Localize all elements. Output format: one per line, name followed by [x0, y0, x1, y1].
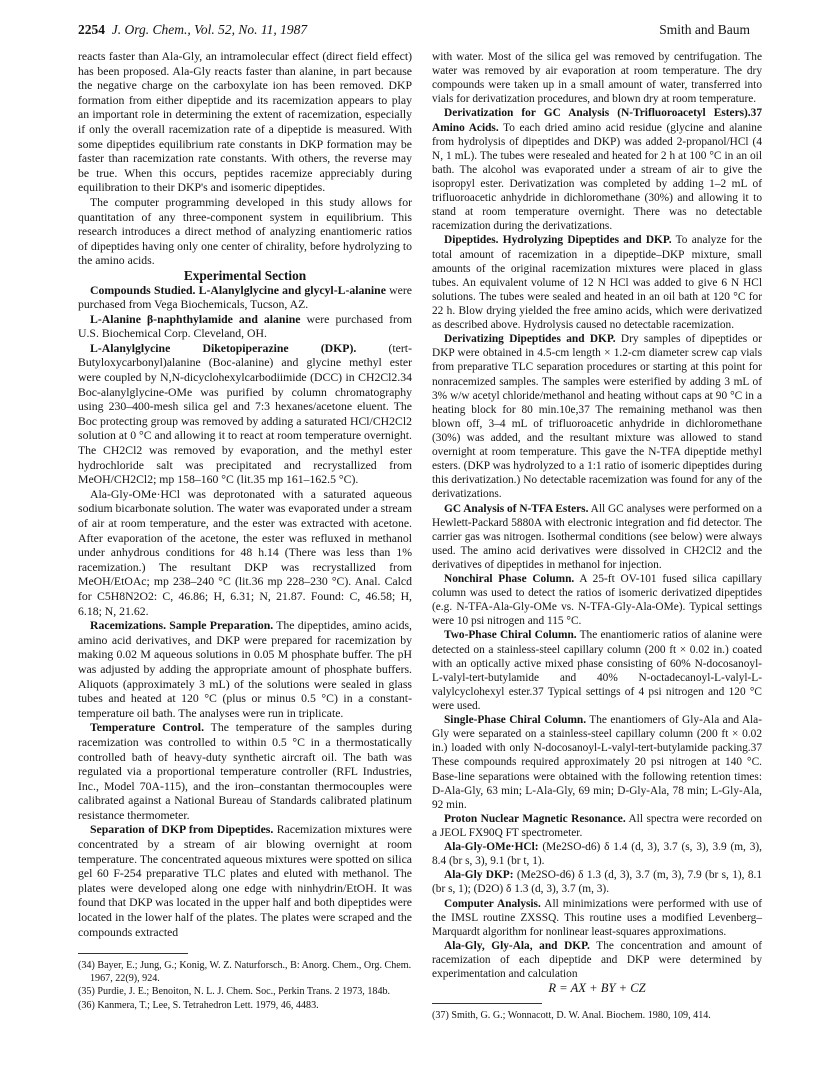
paragraph-run-in-heading: Derivatization for GC Analysis (N-Trifluoroacetyl Esters).37 Amino Acids.	[432, 107, 762, 134]
paragraph-run-in-heading: Racemizations. Sample Preparation.	[90, 619, 274, 633]
experimental-paragraph: L-Alanylglycine Diketopiperazine (DKP). (tert-Butyloxycarbonyl)alanine (Boc-alanine) and glycine methyl ester were coupled by N,N-dicyclohexylcarbodiimide (DCC) in CH2Cl2.34 Boc-alanylglycine-OMe was purified by column chromatography using 230–400-mesh silica gel and 7:3 hexanes/acetone eluent. The Boc protecting group was removed by adding a saturated HCl/CH2Cl2 solution at 0 °C and allowing it to react at room temperature overnight. The CH2Cl2 was removed by evaporation, and the methyl ester hydrochloride salt was precipitated and recrystallized from MeOH/CH2Cl2; mp 158–160 °C (lit.35 mp 161–162.5 °C).	[78, 341, 412, 487]
right-column	[432, 50, 762, 995]
paragraph-run-in-heading: Compounds Studied. L-Alanylglycine and glycyl-L-alanine	[90, 283, 386, 297]
footnote: (35) Purdie, J. E.; Benoiton, N. L. J. Chem. Soc., Perkin Trans. 2 1973, 184b.	[78, 986, 391, 998]
right-footnotes	[432, 1003, 762, 1024]
paragraph-run-in-heading: Two-Phase Chiral Column.	[444, 629, 577, 642]
experimental-paragraph: Separation of DKP from Dipeptides. Racemization mixtures were concentrated by a stream of air blowing overnight at room temperature. The concentrated aqueous mixtures were spotted on silica gel 60 F-254 preparative TLC plates and eluted with methanol. The plates were developed along one edge with ninhydrin/EtOH. It was found that DKP was located in the upper half and both dipeptides were located in the lower half of the plates. The plates were scraped and the compounds extracted	[78, 823, 412, 939]
footnote-rule	[432, 1003, 542, 1004]
paragraph-run-in-heading: GC Analysis of N-TFA Esters.	[444, 502, 589, 515]
body-paragraph: GC Analysis of N-TFA Esters. All GC analyses were performed on a Hewlett-Packard 5880A with electronic integration and fid detector. The carrier gas was nitrogen. Isothermal conditions (see below) were always used. The amino acid derivatives were dissolved in CH2Cl2 and the derivatives of dipeptides in methanol for injection.	[432, 502, 763, 571]
body-paragraph: Nonchiral Phase Column. A 25-ft OV-101 fused silica capillary column was used to detect the ratios of isomeric derivatized dipeptides (e.g. N-TFA-Ala-Gly-OMe vs. N-TFA-Gly-Ala-OMe). Typical settings were 10 psi nitrogen and 115 °C.	[432, 573, 762, 628]
journal-citation: J. Org. Chem., Vol. 52, No. 11, 1987	[111, 22, 308, 37]
experimental-paragraph: Compounds Studied. L-Alanylglycine and glycyl-L-alanine were purchased from Vega Biochemicals, Tucson, AZ.	[78, 283, 412, 312]
paragraph-run-in-heading: Ala-Gly, Gly-Ala, and DKP.	[444, 939, 590, 952]
paragraph-run-in-heading: Proton Nuclear Magnetic Resonance.	[444, 812, 626, 825]
running-header-authors: Smith and Baum	[659, 22, 750, 37]
paragraph-run-in-heading: Temperature Control.	[90, 721, 205, 735]
page-number: 2254	[78, 22, 105, 37]
left-footnotes	[78, 953, 412, 1013]
body-paragraph: Proton Nuclear Magnetic Resonance. All spectra were recorded on a JEOL FX90Q FT spectrometer.	[432, 812, 762, 840]
body-paragraph: Two-Phase Chiral Column. The enantiomeric ratios of alanine were detected on a stainless-steel capillary column (200 ft × 0.02 in.) coated with an optically active mixed phase consisting of 60% N-docosanoyl-L-valyl-tert-butylamide and 40% N-octadecanoyl-L-valyl-L-valylcyclohexyl ester.37 Typical settings of 4 psi nitrogen and 120 °C were used.	[432, 629, 762, 713]
paragraph-run-in-heading: Computer Analysis.	[444, 897, 541, 910]
body-paragraph: The computer programming developed in this study allows for quantitation of any three-component system in equilibrium. This research introduces a direct method of analyzing enantiomeric ratios of dipeptides having only one center of chirality, before hydrolyzing to the amino acids.	[78, 195, 412, 268]
footnote: (37) Smith, G. G.; Wonnacott, D. W. Anal. Biochem. 1980, 109, 414.	[432, 1010, 711, 1021]
footnote-rule	[78, 953, 188, 954]
body-paragraph: with water. Most of the silica gel was removed by centrifugation. The water was removed by air evaporation at room temperature. The dry compounds were taken up in a small amount of water, transferred into vials for derivatization procedures, and blown dry at room temperature.	[432, 51, 762, 106]
paragraph-run-in-heading: L-Alanine β-naphthylamide and alanine	[90, 312, 301, 326]
experimental-paragraph: Temperature Control. The temperature of the samples during racemization was controlled to within 0.5 °C in a thermostatically controlled bath of heavy-duty synthetic aircraft oil. The bath was regulated via a proportional temperature controller (RFL Industries, Inc., Model 70A-115), and the iron–constantan thermocouples were calibrated against a National Bureau of Standards calibrated platinum resistance thermometer.	[78, 721, 412, 822]
paragraph-run-in-heading: Separation of DKP from Dipeptides.	[90, 823, 274, 837]
footnote: (34) Bayer, E.; Jung, G.; Konig, W. Z. Naturforsch., B: Anorg. Chem., Org. Chem. 1967, 22(9), 924.	[78, 960, 412, 984]
experimental-paragraph: Ala-Gly-OMe·HCl was deprotonated with a saturated aqueous sodium bicarbonate solution. The water was evaporated under a stream of air at room temperature, and the ester was extracted with acetone. After evaporation of the acetone, the ester was refluxed in methanol under anhydrous conditions for 48 h.14 (There was less than 1% racemization.) The resultant DKP was recrystallized from MeOH/EtOAc; mp 238–240 °C (lit.36 mp 228–230 °C). Anal. Calcd for C5H8N2O2: C, 46.86; H, 6.31; N, 21.87. Found: C, 46.58; H, 6.18; N, 21.62.	[78, 487, 412, 618]
body-paragraph: Ala-Gly DKP: (Me2SO-d6) δ 1.3 (d, 3), 3.7 (m, 3), 7.9 (br s, 1), 8.1 (br s, 1); (D2O) δ 1.3 (d, 3), 3.7 (m, 3).	[432, 869, 763, 896]
body-paragraph: Derivatizing Dipeptides and DKP. Dry samples of dipeptides or DKP were obtained in 4.5-cm length × 1.2-cm diameter screw cap vials from preparative TLC separation procedures or starting at this point for nonracemized samples. The samples were esterified by adding 3 mL of 3% w/w acetyl chloride/methanol and heating without caps at 90 °C in a heating block for 80 min.10e,37 The remaining methanol was then blown off, 3–4 mL of trifluoroacetic anhydride in dichloromethane (30%) was added, and the resultant mixture was allowed to stand overnight at room temperature. This gave the N-TFA dipeptide methyl esters. (DKP was hydrolyzed to a 1:1 ratio of isomeric dipeptides during this derivatization.) No detectable racemization was found for any of the derivatizations.	[432, 333, 762, 501]
section-heading: Experimental Section	[183, 267, 307, 283]
equation: R = AX + BY + CZ	[548, 981, 646, 996]
paragraph-run-in-heading: Ala-Gly DKP:	[444, 869, 514, 882]
experimental-paragraph: L-Alanine β-naphthylamide and alanine were purchased from U.S. Biochemical Corp. Cleveland, OH.	[78, 312, 412, 341]
experimental-paragraph: Racemizations. Sample Preparation. The dipeptides, amino acids, amino acid derivatives, and DKP were prepared for racemization by making 0.02 M aqueous solutions in 0.05 M phosphate buffer. The pH was adjusted by adding the appropriate amount of phosphate buffers. Aliquots (approximately 3 mL) of the solutions were sealed in glass tubes and heated at 120 °C (plus or minus 0.5 °C) in a constant-temperature oil bath. The analyses were run in triplicate.	[78, 619, 412, 720]
paragraph-run-in-heading: Ala-Gly-OMe·HCl:	[444, 841, 539, 854]
body-paragraph: Dipeptides. Hydrolyzing Dipeptides and DKP. To analyze for the total amount of racemization in a dipeptide–DKP mixture, small amounts of the original racemization mixtures were placed in glass tubes. An equivalent volume of 12 N HCl was added to give 6 N HCl solutions. The tubes were sealed and heated in an oil bath at 120 °C for 22 h. Blow drying yielded the free amino acids, which were derivatized as described above. Hydrolysis caused no detectable racemization.	[432, 234, 763, 332]
body-paragraph: Derivatization for GC Analysis (N-Trifluoroacetyl Esters).37 Amino Acids. To each dried amino acid residue (glycine and alanine from hydrolysis of dipeptides and DKP) was added 2-propanol/HCl (4 N, 1 mL). The tubes were resealed and heated for 2 h at 100 °C in an oil bath. The alcohol was evaporated under a stream of air to give the isopropyl ester. Derivatization was completed by adding 1–2 mL of trifluoroacetic anhydride in dichloromethane (30%) and allowing it to stand at room temperature overnight. There was no detectable racemization during the derivatizations.	[432, 107, 763, 233]
left-column	[78, 50, 412, 940]
body-paragraph: Computer Analysis. All minimizations were performed with use of the IMSL routine ZXSSQ. This routine uses a modified Levenberg–Marquardt algorithm for nonlinear least-squares approximations.	[432, 897, 762, 938]
paragraph-run-in-heading: L-Alanylglycine Diketopiperazine (DKP).	[90, 341, 357, 355]
paragraph-run-in-heading: Derivatizing Dipeptides and DKP.	[444, 333, 616, 346]
paragraph-run-in-heading: Single-Phase Chiral Column.	[444, 714, 587, 727]
paragraph-run-in-heading: Nonchiral Phase Column.	[444, 573, 575, 586]
footnote: (36) Kanmera, T.; Lee, S. Tetrahedron Lett. 1979, 46, 4483.	[78, 999, 319, 1011]
running-header-left	[78, 22, 307, 38]
body-paragraph: Single-Phase Chiral Column. The enantiomers of Gly-Ala and Ala-Gly were separated on a stainless-steel capillary column (200 ft × 0.02 in.) loaded with only N-docosanoyl-L-valyl-tert-butylamide packing.37 These compounds required approximately 20 psi nitrogen at 140 °C. Base-line separations were obtained with the following retention times: D-Ala-Gly, 63 min; L-Ala-Gly, 69 min; D-Gly-Ala, 78 min; L-Gly-Ala, 92 min.	[432, 714, 762, 811]
body-paragraph: Ala-Gly-OMe·HCl: (Me2SO-d6) δ 1.4 (d, 3), 3.7 (s, 3), 3.9 (m, 3), 8.4 (br s, 3), 9.1 (br t, 1).	[432, 841, 762, 868]
body-paragraph: reacts faster than Ala-Gly, an intramolecular effect (direct field effect) has been proposed. Ala-Gly reacts faster than alanine, in part because the negative charge on the carboxylate ion has been removed. DKP formation from either dipeptide and its racemization appears to play an important role in determining the extent of racemization, especially if only the overall racemization rate of a dipeptide is measured. With some dipeptides equilibrium rate constants in DKP formation may be faster than racemization rate constants. With others, the reverse may be true. When this occurs, peptides racemize appreciably during equilibration to their DKP's and isomeric dipeptides.	[78, 50, 412, 195]
paragraph-run-in-heading: Dipeptides. Hydrolyzing Dipeptides and DKP.	[444, 234, 672, 247]
body-paragraph: Ala-Gly, Gly-Ala, and DKP. The concentration and amount of racemization of each dipeptide and DKP were determined by experimentation and calculation	[432, 939, 762, 981]
